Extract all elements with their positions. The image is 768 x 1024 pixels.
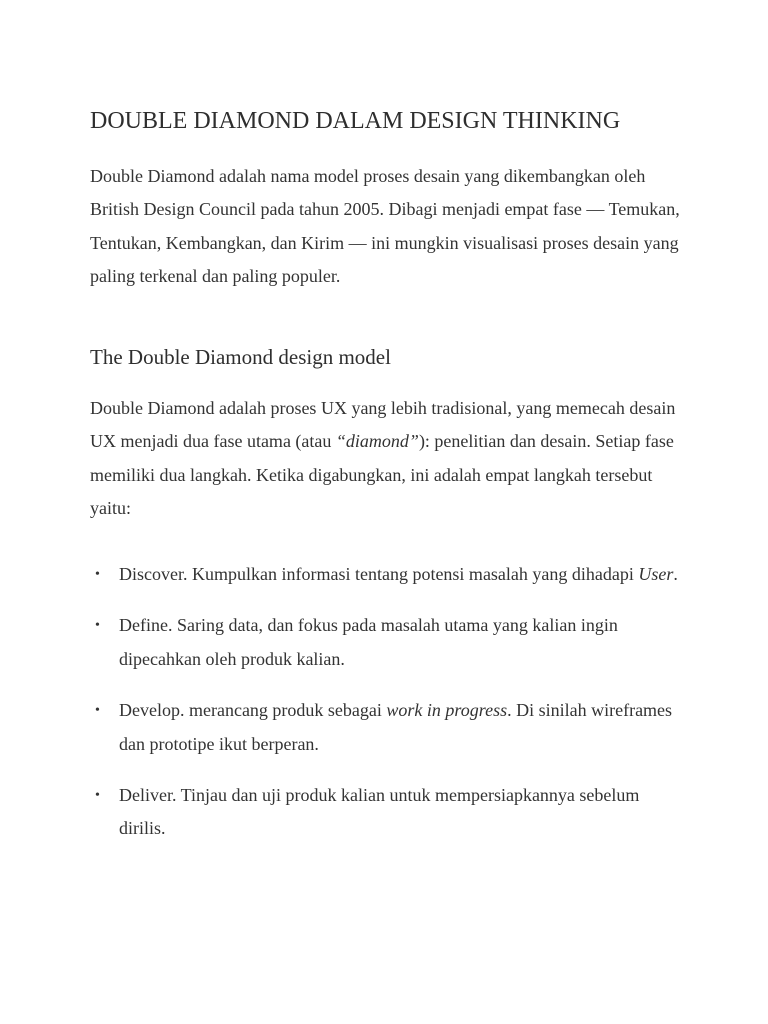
- bullet-icon: •: [95, 567, 100, 582]
- list-item-text-end: .: [673, 564, 678, 584]
- list-item-define: [90, 609, 680, 676]
- steps-list: [90, 558, 680, 864]
- page-title: DOUBLE DIAMOND DALAM DESIGN THINKING: [90, 108, 621, 134]
- bullet-icon: •: [95, 703, 100, 719]
- list-item-text: Develop. merancang produk sebagai: [119, 700, 387, 721]
- bullet-icon: •: [95, 618, 100, 634]
- list-item-deliver: [90, 779, 680, 846]
- list-item-text: Discover. Kumpulkan informasi tentang potensi masalah yang dihadapi: [119, 564, 639, 584]
- list-item-text: Deliver. Tinjau dan uji produk kalian untuk mempersiapkannya sebelum dirilis.: [119, 785, 640, 839]
- section-paragraph-italic: “diamond”: [335, 431, 419, 452]
- bullet-icon: •: [95, 788, 100, 804]
- section-paragraph-text: Double Diamond adalah proses UX yang lebih tradisional, yang memecah desain UX menjadi dua fase utama (atau: [90, 398, 676, 452]
- list-item-text-end: . Di sinilah wireframes dan prototipe ikut berperan.: [119, 700, 673, 754]
- list-item-italic: work in progress: [386, 700, 508, 721]
- section-heading: The Double Diamond design model: [90, 345, 391, 369]
- section-paragraph: [90, 392, 680, 526]
- list-item-discover: [90, 558, 680, 591]
- list-item-develop: [90, 694, 680, 761]
- list-item-italic: User: [638, 564, 674, 584]
- section-paragraph-text-end: ): penelitian dan desain. Setiap fase memiliki dua langkah. Ketika digabungkan, ini adalah empat langkah tersebut yaitu:: [90, 431, 674, 519]
- list-item-text: Define. Saring data, dan fokus pada masalah utama yang kalian ingin dipecahkan oleh produk kalian.: [119, 615, 618, 669]
- intro-paragraph: Double Diamond adalah nama model proses desain yang dikembangkan oleh British Design Council pada tahun 2005. Dibagi menjadi empat fase — Temukan, Tentukan, Kembangkan, dan Kirim — ini mungkin visualisasi proses desain yang paling terkenal dan paling populer.: [90, 166, 680, 287]
